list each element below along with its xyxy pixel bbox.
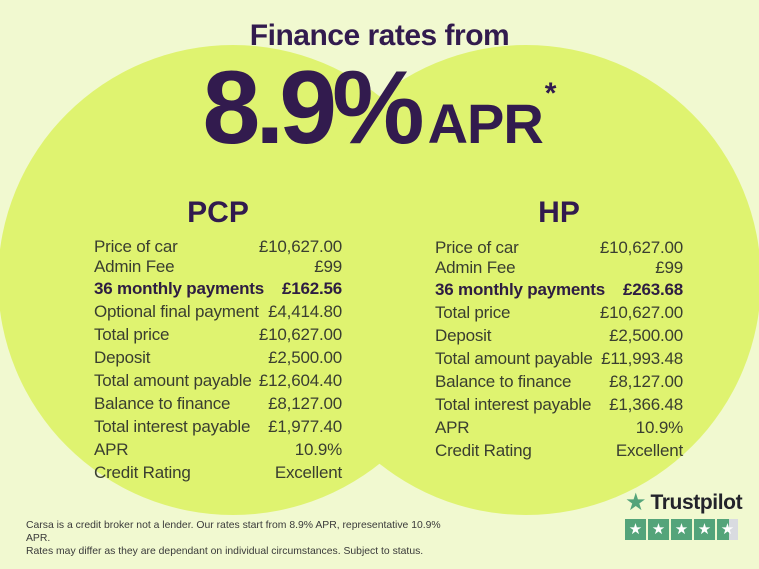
table-row bbox=[94, 258, 342, 276]
row-label: 36 monthly payments bbox=[94, 279, 265, 298]
table-row bbox=[435, 304, 683, 322]
row-value: £162.56 bbox=[281, 279, 342, 298]
trustpilot-widget bbox=[625, 491, 742, 540]
row-value: £11,993.48 bbox=[601, 349, 683, 368]
table-row bbox=[94, 326, 342, 344]
disclaimer-line-2: Rates may differ as they are dependant on individual circumstances. Subject to status. bbox=[26, 546, 424, 557]
row-label: Credit Rating bbox=[435, 441, 532, 460]
star-box-full-icon: ★ bbox=[694, 519, 715, 540]
table-row bbox=[94, 349, 342, 367]
pcp-table bbox=[94, 238, 342, 487]
table-row bbox=[435, 327, 683, 345]
row-value: £99 bbox=[655, 258, 683, 277]
table-row bbox=[435, 442, 683, 460]
row-label: APR bbox=[435, 418, 470, 437]
star-box-full-icon: ★ bbox=[625, 519, 646, 540]
pcp-heading: PCP bbox=[187, 196, 249, 229]
row-value: £1,977.40 bbox=[268, 417, 342, 436]
row-value: £10,627.00 bbox=[599, 303, 683, 322]
disclaimer-line-1: Carsa is a credit broker not a lender. Our rates start from 8.9% APR, representative 10.9% APR. bbox=[26, 520, 441, 544]
row-label: APR bbox=[94, 440, 129, 459]
row-label: Total price bbox=[94, 325, 170, 344]
row-value: £1,366.48 bbox=[609, 395, 683, 414]
headline-rate bbox=[0, 50, 759, 166]
table-row bbox=[94, 395, 342, 413]
star-box-half-icon: ★ bbox=[717, 519, 738, 540]
row-value: 10.9% bbox=[294, 440, 342, 459]
table-row bbox=[94, 441, 342, 459]
table-row bbox=[435, 259, 683, 277]
star-box-full-icon: ★ bbox=[648, 519, 669, 540]
table-row bbox=[94, 238, 342, 256]
table-row bbox=[435, 396, 683, 414]
star-box-full-icon: ★ bbox=[671, 519, 692, 540]
table-row bbox=[94, 303, 342, 321]
row-value: £8,127.00 bbox=[609, 372, 683, 391]
row-value: 10.9% bbox=[635, 418, 683, 437]
row-value: £2,500.00 bbox=[268, 348, 342, 367]
trustpilot-star-icon: ★ bbox=[625, 489, 647, 516]
row-value: £10,627.00 bbox=[258, 325, 342, 344]
table-row bbox=[435, 419, 683, 437]
row-value: Excellent bbox=[615, 441, 683, 460]
row-label: Total interest payable bbox=[435, 395, 592, 414]
trustpilot-logo bbox=[625, 491, 742, 515]
hp-heading: HP bbox=[538, 196, 580, 229]
row-label: Balance to finance bbox=[435, 372, 572, 391]
row-label: Total interest payable bbox=[94, 417, 251, 436]
row-value: £12,604.40 bbox=[258, 371, 342, 390]
row-label: Total amount payable bbox=[435, 349, 593, 368]
table-row bbox=[94, 372, 342, 390]
row-label: Total price bbox=[435, 303, 511, 322]
table-row bbox=[94, 464, 342, 482]
row-label: Total amount payable bbox=[94, 371, 252, 390]
table-row bbox=[435, 239, 683, 257]
rate-asterisk: * bbox=[544, 77, 557, 110]
row-label: 36 monthly payments bbox=[435, 280, 606, 299]
trustpilot-wordmark: Trustpilot bbox=[650, 491, 743, 514]
trustpilot-rating-stars bbox=[625, 519, 742, 540]
hp-table bbox=[435, 239, 683, 465]
row-label: Price of car bbox=[435, 238, 519, 257]
banner-title: Finance rates from bbox=[249, 19, 510, 52]
row-label: Deposit bbox=[435, 326, 492, 345]
row-value: £2,500.00 bbox=[609, 326, 683, 345]
row-label: Balance to finance bbox=[94, 394, 231, 413]
row-label: Admin Fee bbox=[435, 258, 516, 277]
table-row bbox=[94, 418, 342, 436]
row-label: Optional final payment bbox=[94, 302, 259, 321]
row-value: £263.68 bbox=[622, 280, 683, 299]
table-row-monthly-payment bbox=[435, 281, 683, 299]
row-label: Deposit bbox=[94, 348, 151, 367]
row-value: £10,627.00 bbox=[599, 238, 683, 257]
row-label: Admin Fee bbox=[94, 257, 175, 276]
row-value: £4,414.80 bbox=[268, 302, 342, 321]
row-label: Credit Rating bbox=[94, 463, 191, 482]
table-row-monthly-payment bbox=[94, 280, 342, 298]
row-value: £10,627.00 bbox=[258, 237, 342, 256]
rate-value: 8.9% bbox=[202, 50, 420, 166]
row-label: Price of car bbox=[94, 237, 178, 256]
legal-disclaimer bbox=[26, 519, 446, 558]
row-value: £99 bbox=[314, 257, 342, 276]
table-row bbox=[435, 350, 683, 368]
row-value: £8,127.00 bbox=[268, 394, 342, 413]
table-row bbox=[435, 373, 683, 391]
row-value: Excellent bbox=[274, 463, 342, 482]
rate-unit: APR bbox=[427, 92, 543, 155]
